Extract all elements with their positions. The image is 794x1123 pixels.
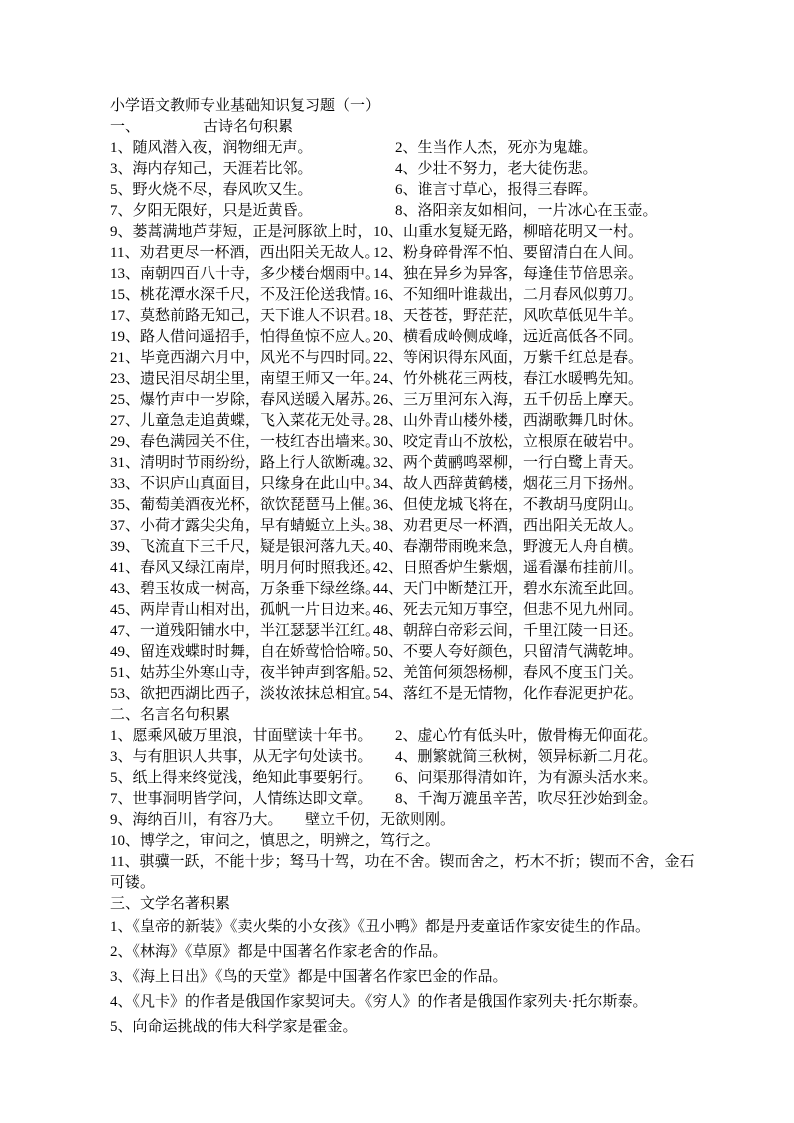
item-row — [110, 579, 730, 600]
list-item: 2、虚心竹有低头叶，傲骨梅无仰面花。 — [395, 728, 658, 744]
item-row — [110, 432, 730, 453]
list-item: 1、随风潜入夜，润物细无声。 — [110, 140, 313, 156]
item-row — [110, 558, 730, 579]
section-3 — [110, 894, 730, 1040]
item-row — [110, 747, 730, 768]
page-title: 小学语文教师专业基础知识复习题（一） — [110, 98, 381, 114]
item-row — [110, 201, 730, 222]
list-item: 44、天门中断楚江开，碧水东流至此回。 — [373, 581, 644, 597]
list-item: 可镂。 — [110, 875, 156, 891]
item-row — [110, 495, 730, 516]
list-item: 50、不要人夸好颜色，只留清气满乾坤。 — [373, 644, 644, 660]
list-item: 41、春风又绿江南岸，明月何时照我还。 — [110, 560, 381, 576]
item-row — [110, 327, 730, 348]
list-item: 21、毕竟西湖六月中，风光不与四时同。 — [110, 350, 381, 366]
list-item: 35、葡萄美酒夜光杯，欲饮琵琶马上催。 — [110, 497, 381, 513]
document-content — [110, 96, 730, 1040]
list-item: 13、南朝四百八十寺，多少楼台烟雨中。 — [110, 266, 381, 282]
list-item: 54、落红不是无情物，化作春泥更护花。 — [373, 686, 644, 702]
list-item: 47、一道残阳铺水中，半江瑟瑟半江红。 — [110, 623, 381, 639]
list-item: 30、咬定青山不放松，立根原在破岩中。 — [373, 434, 644, 450]
item-row — [110, 663, 730, 684]
item-row — [110, 621, 730, 642]
list-item: 43、碧玉妆成一树高，万条垂下绿丝绦。 — [110, 581, 381, 597]
item-row — [110, 138, 730, 159]
list-item: 10、山重水复疑无路，柳暗花明又一村。 — [373, 224, 644, 240]
item-row — [110, 726, 730, 747]
list-item: 4、少壮不努力，老大徒伤悲。 — [395, 161, 598, 177]
list-item: 2、生当作人杰，死亦为鬼雄。 — [395, 140, 598, 156]
list-item: 23、遗民泪尽胡尘里，南望王师又一年。 — [110, 371, 381, 387]
list-item: 9、海纳百川，有容乃大。 壁立千仞，无欲则刚。 — [110, 812, 456, 828]
section-heading — [110, 705, 730, 726]
list-item: 28、山外青山楼外楼，西湖歌舞几时休。 — [373, 413, 644, 429]
list-item: 51、姑苏尘外寒山寺，夜半钟声到客船。 — [110, 665, 381, 681]
list-item: 20、横看成岭侧成峰，远近高低各不同。 — [373, 329, 644, 345]
list-item: 4、删繁就简三秋树，领异标新二月花。 — [395, 749, 658, 765]
section-number: 二、 — [110, 707, 141, 723]
item-row — [110, 411, 730, 432]
item-row — [110, 369, 730, 390]
item-row — [110, 180, 730, 201]
section-2 — [110, 705, 730, 894]
list-item: 53、欲把西湖比西子，淡妆浓抹总相宜。 — [110, 686, 381, 702]
item-row — [110, 243, 730, 264]
list-item: 10、博学之，审问之，慎思之，明辨之，笃行之。 — [110, 833, 441, 849]
item-row — [110, 306, 730, 327]
list-item: 29、春色满园关不住，一枝红杏出墙来。 — [110, 434, 381, 450]
section-number: 一、 — [110, 119, 141, 135]
list-item: 5、向命运挑战的伟大科学家是霍金。 — [110, 1019, 358, 1035]
list-item: 36、但使龙城飞将在，不教胡马度阴山。 — [373, 497, 644, 513]
item-row — [110, 600, 730, 621]
item-row — [110, 222, 730, 243]
list-item: 37、小荷才露尖尖角，早有蜻蜓立上头。 — [110, 518, 381, 534]
list-item: 3、《海上日出》《鸟的天堂》都是中国著名作家巴金的作品。 — [110, 969, 508, 985]
list-item: 5、野火烧不尽，春风吹又生。 — [110, 182, 313, 198]
item-row — [110, 348, 730, 369]
section-heading — [110, 894, 730, 915]
list-item: 26、三万里河东入海，五千仞岳上摩天。 — [373, 392, 644, 408]
list-item: 11、劝君更尽一杯酒，西出阳关无故人。 — [110, 245, 380, 261]
list-item: 49、留连戏蝶时时舞，自在娇莺恰恰啼。 — [110, 644, 381, 660]
item-row — [110, 768, 730, 789]
list-item: 5、纸上得来终觉浅，绝知此事要躬行。 — [110, 770, 373, 786]
list-item: 32、两个黄鹂鸣翠柳，一行白鹭上青天。 — [373, 455, 644, 471]
list-item: 38、劝君更尽一杯酒，西出阳关无故人。 — [373, 518, 644, 534]
item-row — [110, 537, 730, 558]
list-item: 34、故人西辞黄鹤楼，烟花三月下扬州。 — [373, 476, 644, 492]
section-number: 三、 — [110, 896, 141, 912]
list-item: 11、骐骥一跃，不能十步；驽马十驾，功在不舍。锲而舍之，朽木不折；锲而不舍，金石 — [110, 854, 695, 870]
section-1 — [110, 117, 730, 705]
list-item: 3、海内存知己，天涯若比邻。 — [110, 161, 313, 177]
item-row — [110, 264, 730, 285]
list-item: 52、羌笛何须怨杨柳，春风不度玉门关。 — [373, 665, 644, 681]
list-item: 15、桃花潭水深千尺，不及汪伦送我情。 — [110, 287, 381, 303]
list-item: 19、路人借问遥招手，怕得鱼惊不应人。 — [110, 329, 381, 345]
item-row — [110, 285, 730, 306]
list-item: 2、《林海》《草原》都是中国著名作家老舍的作品。 — [110, 944, 448, 960]
list-item: 17、莫愁前路无知己，天下谁人不识君。 — [110, 308, 381, 324]
section-heading — [110, 117, 730, 138]
item-row — [110, 516, 730, 537]
list-item: 8、洛阳亲友如相问，一片冰心在玉壶。 — [395, 203, 658, 219]
list-item: 1、《皇帝的新装》《卖火柴的小女孩》《丑小鸭》都是丹麦童话作家安徒生的作品。 — [110, 919, 651, 935]
list-item: 9、蒌蒿满地芦芽短，正是河豚欲上时， — [110, 224, 373, 240]
item-row — [110, 474, 730, 495]
sections-container — [110, 117, 730, 1040]
item-row — [110, 453, 730, 474]
list-item: 24、竹外桃花三两枝，春江水暖鸭先知。 — [373, 371, 644, 387]
list-item: 42、日照香炉生紫烟，遥看瀑布挂前川。 — [373, 560, 644, 576]
section-title: 古诗名句积累 — [203, 119, 294, 135]
list-item: 6、问渠那得清如许，为有源头活水来。 — [395, 770, 658, 786]
list-item: 18、天苍苍，野茫茫，风吹草低见牛羊。 — [373, 308, 644, 324]
list-item: 3、与有胆识人共事，从无字句处读书。 — [110, 749, 373, 765]
list-item: 8、千淘万漉虽辛苦，吹尽狂沙始到金。 — [395, 791, 658, 807]
list-item: 48、朝辞白帝彩云间，千里江陵一日还。 — [373, 623, 644, 639]
list-item: 7、夕阳无限好，只是近黄昏。 — [110, 203, 313, 219]
list-item: 7、世事洞明皆学问，人情练达即文章。 — [110, 791, 373, 807]
list-item: 25、爆竹声中一岁除，春风送暖入屠苏。 — [110, 392, 381, 408]
list-item: 46、死去元知万事空，但悲不见九州同。 — [373, 602, 644, 618]
list-item: 12、粉身碎骨浑不怕、要留清白在人间。 — [373, 245, 644, 261]
list-item: 33、不识庐山真面目，只缘身在此山中。 — [110, 476, 381, 492]
list-item: 22、等闲识得东风面，万紫千红总是春。 — [373, 350, 644, 366]
list-item: 39、飞流直下三千尺，疑是银河落九天。 — [110, 539, 381, 555]
list-item: 27、儿童急走追黄蝶，飞入菜花无处寻。 — [110, 413, 381, 429]
list-item: 1、愿乘风破万里浪，甘面壁读十年书。 — [110, 728, 373, 744]
list-item: 4、《凡卡》的作者是俄国作家契诃夫。《穷人》的作者是俄国作家列夫·托尔斯泰。 — [110, 994, 648, 1010]
list-item: 40、春潮带雨晚来急，野渡无人舟自横。 — [373, 539, 644, 555]
section-title: 名言名句积累 — [140, 707, 231, 723]
list-item: 14、独在异乡为异客，每逢佳节倍思亲。 — [373, 266, 644, 282]
item-row — [110, 642, 730, 663]
list-item: 45、两岸青山相对出，孤帆一片日边来。 — [110, 602, 381, 618]
list-item: 31、清明时节雨纷纷，路上行人欲断魂。 — [110, 455, 381, 471]
item-row — [110, 159, 730, 180]
section-title: 文学名著积累 — [140, 896, 231, 912]
item-row — [110, 390, 730, 411]
item-row — [110, 684, 730, 705]
item-row — [110, 789, 730, 810]
list-item: 6、谁言寸草心，报得三春晖。 — [395, 182, 598, 198]
list-item: 16、不知细叶谁裁出，二月春风似剪刀。 — [373, 287, 644, 303]
